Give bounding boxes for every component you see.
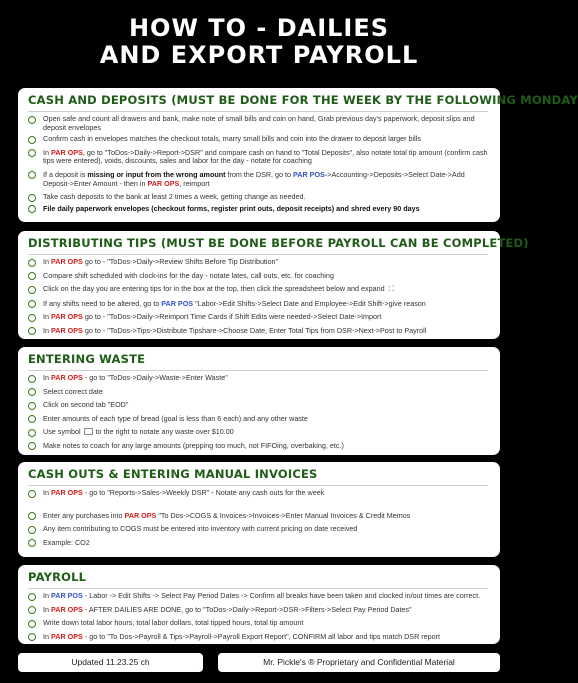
section-heading: CASH AND DEPOSITS (MUST BE DONE FOR THE WEEK BY THE FOLLOWING MONDAY <box>28 93 488 112</box>
list-item: In PAR OPS - go to "ToDos->Daily->Waste->Enter Waste" <box>28 374 488 383</box>
list-item: In PAR OPS go to - "ToDos->Tips->Distribute Tipshare->Choose Date, Enter Total Tips from DSR->Next->Post to Payroll <box>28 327 488 336</box>
note-icon <box>84 428 93 435</box>
list-item: Make notes to coach for any large amounts (prepping too much, not FIFOing, overbaking, etc.) <box>28 442 488 451</box>
checkbox-circle-icon[interactable] <box>28 415 36 423</box>
checkbox-circle-icon[interactable] <box>28 171 36 179</box>
section-cash-outs-invoices <box>18 462 500 557</box>
list-item: Take cash deposits to the bank at least 2 times a week, getting change as needed. <box>28 193 488 202</box>
footer-updated: Updated 11.23.25 ch <box>18 653 203 672</box>
checkbox-circle-icon[interactable] <box>28 620 36 628</box>
section-heading: ENTERING WASTE <box>28 352 488 371</box>
footer-proprietary: Mr. Pickle's ® Proprietary and Confidential Material <box>218 653 500 672</box>
list-item: Write down total labor hours, total labor dollars, total tipped hours, total tip amount <box>28 619 488 628</box>
section-cash-deposits <box>18 88 578 222</box>
page-title <box>0 0 518 69</box>
section-entering-waste <box>18 347 500 455</box>
checkbox-circle-icon[interactable] <box>28 194 36 202</box>
checkbox-circle-icon[interactable] <box>28 593 36 601</box>
checkbox-circle-icon[interactable] <box>28 633 36 641</box>
checkbox-circle-icon[interactable] <box>28 259 36 267</box>
checkbox-circle-icon[interactable] <box>28 429 36 437</box>
checkbox-circle-icon[interactable] <box>28 526 36 534</box>
checkbox-circle-icon[interactable] <box>28 327 36 335</box>
list-item: In PAR OPS go to - "ToDos->Daily->Reimport Time Cards if Shift Edits were needed->Select Date->Import <box>28 313 488 322</box>
list-item: In PAR OPS - AFTER DAILIES ARE DONE, go to "ToDos->Daily->Report->DSR->Filters->Select Pay Period Dates" <box>28 606 488 615</box>
list-item: In PAR OPS - go to "Reports->Sales->Weekly DSR" - Notate any cash outs for the week <box>28 489 488 498</box>
section-distributing-tips <box>18 231 529 339</box>
checkbox-circle-icon[interactable] <box>28 314 36 322</box>
list-item: Enter amounts of each type of bread (goal is less than 6 each) and any other waste <box>28 415 488 424</box>
list-item: Click on the day you are entering tips for in the box at the top, then click the spreadsheet below and expand ⛶ <box>28 285 488 295</box>
list-item: File daily paperwork envelopes (checkout forms, register print outs, deposit receipts) and shred every 90 days <box>28 205 488 214</box>
list-item: Select correct date <box>28 388 488 397</box>
list-item: If any shifts need to be altered, go to PAR POS "Labor->Edit Shifts->Select Date and Employee->Edit Shift->give reason <box>28 300 488 309</box>
checkbox-circle-icon[interactable] <box>28 116 36 124</box>
checkbox-circle-icon[interactable] <box>28 388 36 396</box>
checkbox-circle-icon[interactable] <box>28 539 36 547</box>
list-item: In PAR OPS, go to "ToDos->Daily->Report->DSR" and compare cash on hand to "Total Deposits", also notate total tip amount (confirm cash tips were entered), voids, discounts, sales and labor for the day - notate for coaching <box>28 149 488 166</box>
section-heading: CASH OUTS & ENTERING MANUAL INVOICES <box>28 467 488 486</box>
checkbox-circle-icon[interactable] <box>28 606 36 614</box>
checkbox-circle-icon[interactable] <box>28 149 36 157</box>
list-item: Confirm cash in envelopes matches the checkout totals, marry small bills and coin into the drawer to deposit larger bills <box>28 135 488 144</box>
checkbox-circle-icon[interactable] <box>28 286 36 294</box>
list-item: Example: CO2 <box>28 539 488 548</box>
checkbox-circle-icon[interactable] <box>28 512 36 520</box>
list-item: Any item contributing to COGS must be entered into inventory with current pricing on date received <box>28 525 488 534</box>
checkbox-circle-icon[interactable] <box>28 375 36 383</box>
title-line-2: AND EXPORT PAYROLL <box>99 41 419 69</box>
list-item: In PAR OPS - go to "To Dos->Payroll & Tips->Payroll->Payroll Export Report", CONFIRM all labor and tips match DSR report <box>28 633 488 642</box>
list-item: Click on second tab "EOD" <box>28 401 488 410</box>
checkbox-circle-icon[interactable] <box>28 300 36 308</box>
checkbox-circle-icon[interactable] <box>28 402 36 410</box>
list-item: If a deposit is missing or input from the wrong amount from the DSR, go to PAR POS->Accounting->Deposits->Select Date->Add Deposit->Enter Amount - then in PAR OPS, reimport <box>28 171 488 188</box>
section-heading: DISTRIBUTING TIPS (MUST BE DONE BEFORE PAYROLL CAN BE COMPLETED) <box>28 236 488 255</box>
checkbox-circle-icon[interactable] <box>28 205 36 213</box>
list-item: Compare shift scheduled with clock-ins for the day - notate lates, call outs, etc. for coaching <box>28 272 488 281</box>
checkbox-circle-icon[interactable] <box>28 442 36 450</box>
list-item: In PAR POS - Labor -> Edit Shifts -> Select Pay Period Dates -> Confirm all breaks have been taken and clocked in/out times are correct. <box>28 592 488 601</box>
title-line-1: HOW TO - DAILIES <box>128 14 390 42</box>
list-item: Use symbol to the right to notate any waste over $10.00 <box>28 428 488 437</box>
section-heading: PAYROLL <box>28 570 488 589</box>
checkbox-circle-icon[interactable] <box>28 490 36 498</box>
list-item: Enter any purchases into PAR OPS "To Dos->COGS & Invoices->Invoices->Enter Manual Invoices & Credit Memos <box>28 512 488 521</box>
section-payroll <box>18 565 500 644</box>
checkbox-circle-icon[interactable] <box>28 136 36 144</box>
expand-icon: ⛶ <box>388 286 394 294</box>
list-item: Open safe and count all drawers and bank, make note of small bills and coin on hand, Grab previous day's paperwork, deposit slips and deposit envelopes <box>28 115 488 132</box>
list-item: In PAR OPS go to - "ToDos->Daily->Review Shifts Before Tip Distribution" <box>28 258 488 267</box>
checkbox-circle-icon[interactable] <box>28 272 36 280</box>
